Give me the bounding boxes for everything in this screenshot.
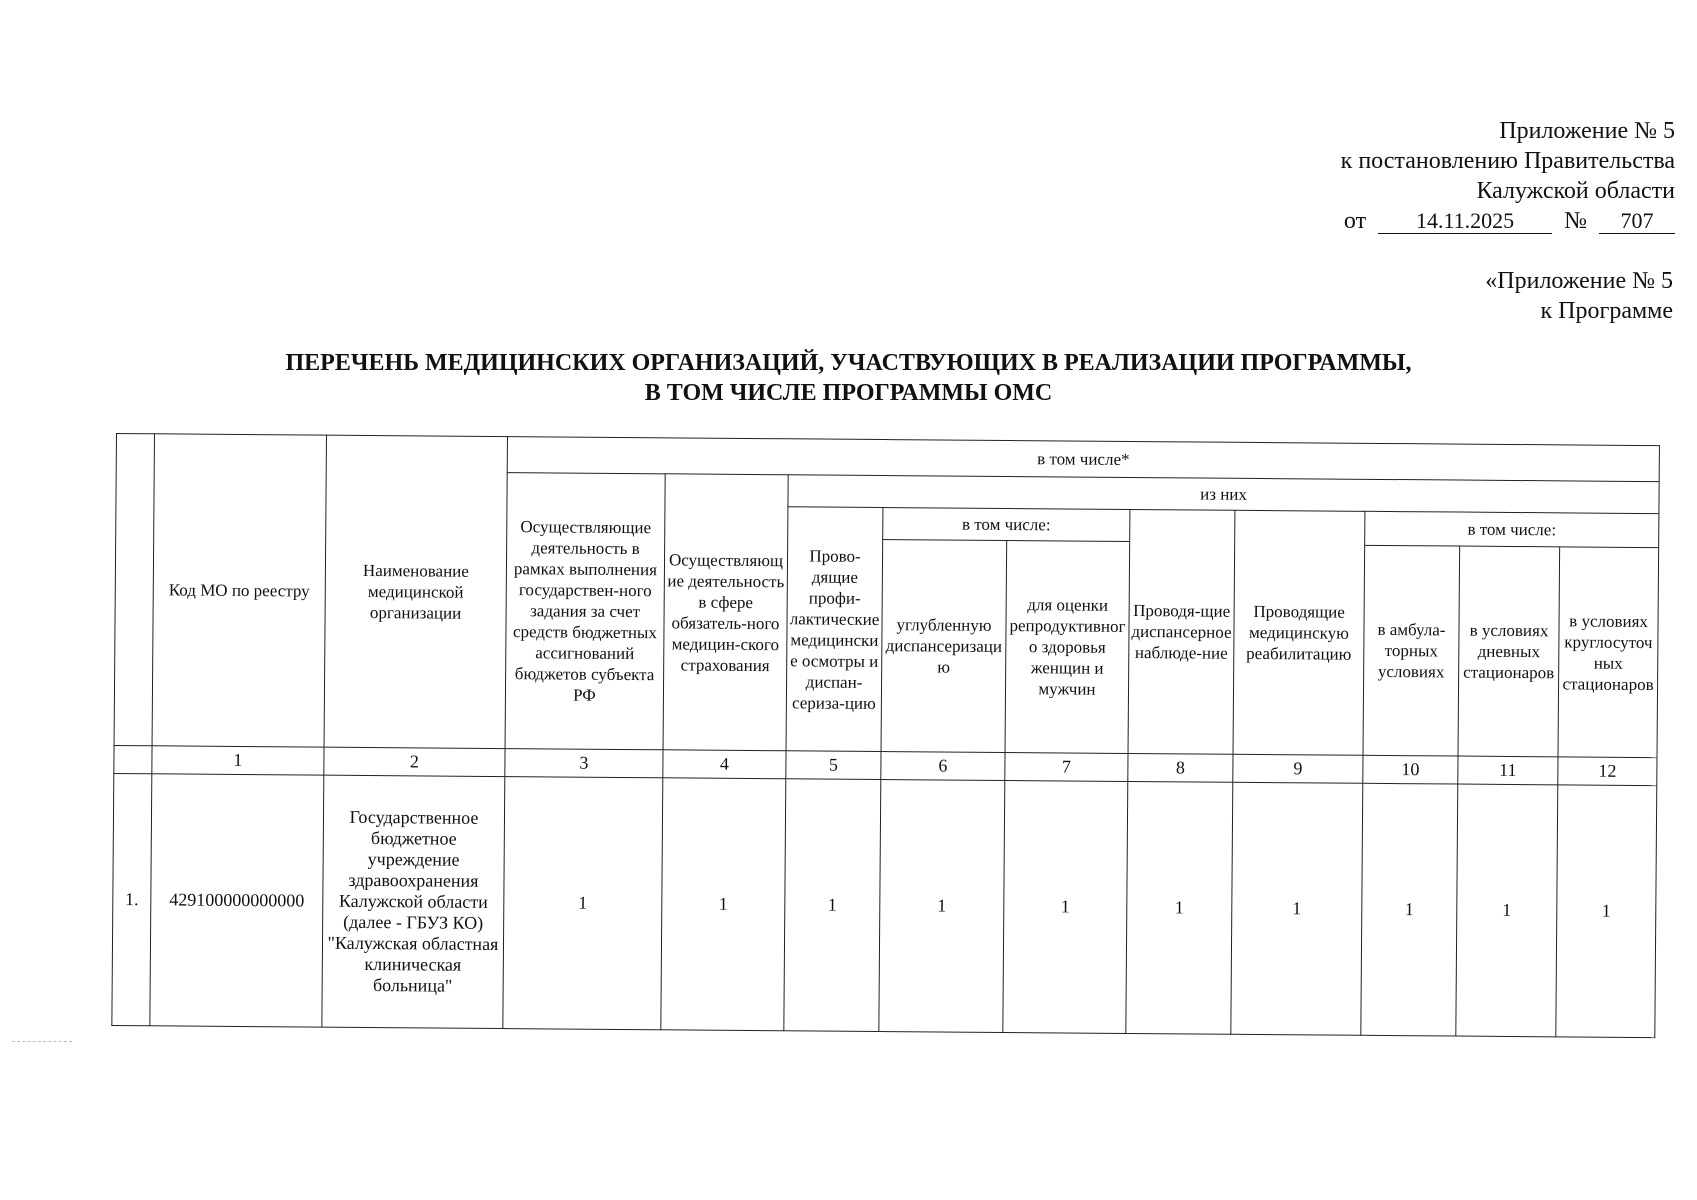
table-row: [112, 773, 1657, 1037]
appendix-line2: к постановлению Правительства: [1340, 148, 1675, 174]
appendix-line3: Калужской области: [1476, 178, 1675, 204]
column-number: 8: [1128, 753, 1233, 782]
row-value-col6: 1: [879, 780, 1005, 1033]
header-col6: углубленную диспансеризацию: [881, 540, 1007, 753]
appendix-program-header: [1485, 266, 1673, 326]
header-col5: Прово-дящие профи-лактические медицинские осмотры и диспан-сериза-цию: [786, 507, 883, 752]
appendix-header: [1341, 116, 1675, 236]
from-label: от: [1343, 208, 1367, 234]
appendix-program-line1: «Приложение № 5: [1485, 268, 1673, 294]
appendix-line1: Приложение № 5: [1499, 118, 1675, 144]
header-index-cell: [114, 434, 154, 746]
appendix-program-line2: к Программе: [1540, 298, 1673, 324]
header-including: в том числе*: [507, 437, 1659, 482]
column-number: 9: [1233, 754, 1363, 783]
row-value-col3: 1: [503, 777, 663, 1030]
document-title: [0, 348, 1697, 408]
column-number: 7: [1005, 752, 1128, 781]
header-col8: Проводя-щие диспансерное наблюде-ние: [1128, 509, 1235, 754]
title-line1: ПЕРЕЧЕНЬ МЕДИЦИНСКИХ ОРГАНИЗАЦИЙ, УЧАСТВУЮЩИХ В РЕАЛИЗАЦИИ ПРОГРАММЫ,: [285, 350, 1412, 376]
row-code: 429100000000000: [150, 774, 324, 1027]
row-value-col7: 1: [1003, 780, 1128, 1033]
column-number: 4: [663, 750, 786, 779]
row-value-col9: 1: [1231, 782, 1363, 1035]
header-col10: в амбула-торных условиях: [1363, 545, 1460, 756]
header-col9: Проводящие медицинскую реабилитацию: [1233, 510, 1365, 755]
column-number: 6: [881, 752, 1005, 781]
row-value-col4: 1: [661, 778, 786, 1031]
organizations-table-wrap: [111, 433, 1659, 1038]
number-label: №: [1564, 208, 1587, 234]
column-number: 10: [1363, 755, 1458, 784]
header-col11: в условиях дневных стационаров: [1458, 546, 1560, 757]
scan-artifact-line: [12, 1041, 72, 1042]
title-line2: В ТОМ ЧИСЛЕ ПРОГРАММЫ ОМС: [644, 380, 1053, 406]
row-value-col11: 1: [1456, 784, 1558, 1037]
column-number: 3: [505, 749, 663, 778]
decree-number: 707: [1599, 209, 1675, 234]
header-col3: Осуществляющие деятельность в рамках выполнения государствен-ного задания за счет средств бюджетных ассигнований бюджетов субъекта РФ: [505, 473, 665, 750]
header-including-9: в том числе:: [1365, 511, 1659, 547]
column-number: 12: [1558, 757, 1657, 786]
row-value-col12: 1: [1556, 785, 1657, 1038]
header-row-1: [116, 434, 1659, 482]
header-name: Наименование медицинской организации: [324, 435, 507, 748]
row-index: 1.: [112, 773, 152, 1025]
decree-date: 14.11.2025: [1378, 209, 1552, 234]
column-number: 11: [1458, 756, 1558, 785]
column-number: 1: [152, 746, 324, 775]
header-code: Код МО по реестру: [152, 434, 326, 747]
header-col4: Осуществляющие деятельность в сфере обязатель-ного медицин-ского страхования: [663, 474, 788, 751]
row-value-col5: 1: [784, 779, 881, 1032]
header-of-them: из них: [788, 475, 1659, 514]
row-value-col8: 1: [1126, 781, 1233, 1034]
header-including-5: в том числе:: [883, 508, 1130, 542]
organizations-table: [111, 433, 1660, 1038]
row-name: Государственное бюджетное учреждение здравоохранения Калужской области (далее - ГБУЗ КО) "Калужская областная клиническая больница": [322, 775, 505, 1028]
row-value-col10: 1: [1361, 783, 1458, 1036]
header-col7: для оценки репродуктивного здоровья женщин и мужчин: [1005, 540, 1130, 753]
column-number: 2: [324, 747, 505, 776]
column-number: 5: [786, 751, 881, 780]
header-col12: в условиях круглосуточных стационаров: [1558, 547, 1659, 758]
column-number: [114, 745, 152, 773]
appendix-date-line: [1341, 206, 1675, 236]
